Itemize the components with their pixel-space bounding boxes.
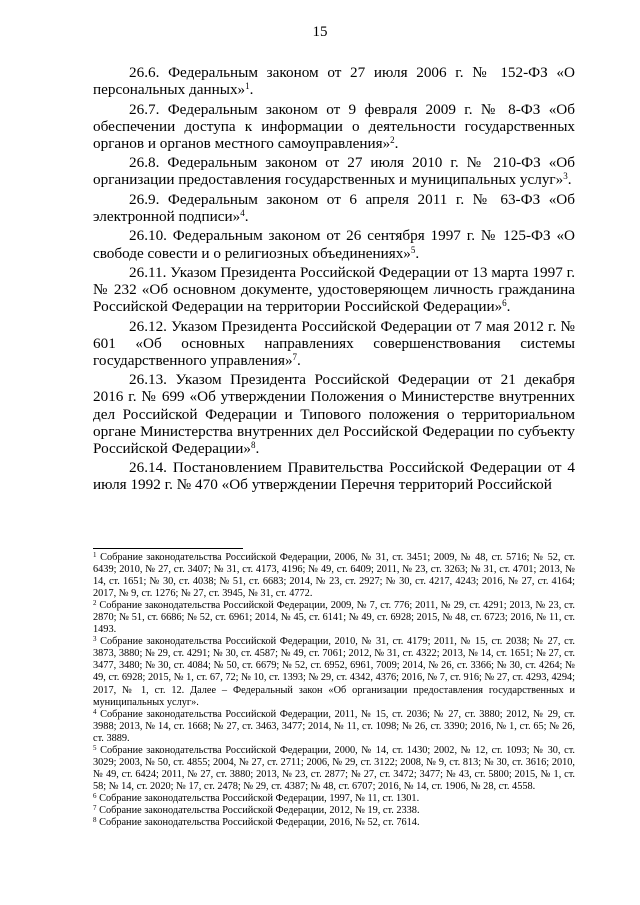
footnote-ref[interactable]: 6 [502, 298, 507, 309]
footnote-ref[interactable]: 8 [250, 439, 256, 450]
list-item [93, 459, 575, 493]
footnote [93, 600, 575, 636]
list-item: 26.6. Федеральным законом от 27 июля 2006 г. № 152-ФЗ «О персональных данных»$^1$. [93, 64, 575, 99]
footnote-mark: 2 [93, 599, 97, 608]
footnote-mark: 3 [93, 635, 97, 644]
item-text: Федеральным законом от 9 февраля 2009 г. № 8-ФЗ «Об обеспечении доступа к информации о деятельности государственных органов и органов местного самоуправления» [93, 100, 576, 152]
item-number: 26.14. [129, 459, 167, 477]
footnote-mark: 7 [93, 803, 97, 812]
footnote-mark: 1 [93, 551, 97, 559]
footnote [93, 805, 575, 817]
footnote-text: Собрание законодательства Российской Федерации, 2000, № 14, ст. 1430; 2002, № 12, ст. 1093; № 30, ст. 3029; 2003, № 50, ст. 4855; 2004, № 27, ст. 2711; 2006, № 29, ст. 3122; 2008, № 9, ст. 813; № 30, ст. 3616; 2010, № 49, ст. 6424; 2011, № 27, ст. 3880; 2013, № 23, ст. 2877; № 27, ст. 3472; 3477; № 43, ст. 5800; 2015, № 1, ст. 58; № 14, ст. 2020; № 17, ст. 2478; № 29, ст. 4387; № 48, ст. 6707; 2016, № 14, ст. 1906, № 28, ст. 4558. [93, 744, 575, 792]
footnote-mark: 6 [93, 791, 97, 800]
document-body [93, 64, 575, 496]
footnote-ref[interactable]: 4 [240, 207, 245, 218]
footnote [93, 709, 575, 745]
footnote [93, 817, 575, 829]
list-item: 26.11. Указом Президента Российской Федерации от 13 марта 1997 г. № 232 «Об основном документе, удостоверяющем личность гражданина Российской Федерации на территории Российской Федерации»$^6$. [93, 263, 575, 316]
footnote-mark: 8 [93, 816, 97, 825]
footnote-text: Собрание законодательства Российской Федерации, 1997, № 11, ст. 1301. [99, 792, 420, 804]
footnote-mark: 5 [93, 743, 97, 752]
footnote-text: Собрание законодательства Российской Федерации, 2011, № 15, ст. 2036; № 27, ст. 3880; 2012, № 29, ст. 3988; 2013, № 14, ст. 1668; № 27, ст. 3463, 3477; 2014, № 11, ст. 1098; № 26, ст. 3390; 2016, № 1, ст. 65; № 26, ст. 3889. [93, 708, 575, 744]
item-number: 26.8. [129, 154, 160, 172]
footnotes [93, 552, 575, 829]
list-item: 26.12. Указом Президента Российской Федерации от 7 мая 2012 г. № 601 «Об основных направлениях совершенствования системы государственного управления»$^7$. [93, 317, 576, 369]
footnote [93, 552, 575, 600]
footnote-mark: 4 [93, 707, 97, 716]
list-item: 26.9. Федеральным законом от 6 апреля 2011 г. № 63-ФЗ «Об электронной подписи»$^4$. [93, 190, 576, 225]
footnote [93, 793, 575, 805]
item-text: Указом Президента Российской Федерации от 7 мая 2012 г. № 601 «Об основных направлениях совершенствования системы государственного управления» [93, 317, 576, 369]
list-item: 26.8. Федеральным законом от 27 июля 2010 г. № 210-ФЗ «Об организации предоставления государственных и муниципальных услуг»$^3$. [93, 154, 576, 189]
item-number: 26.9. [129, 190, 160, 208]
footnote-text: Собрание законодательства Российской Федерации, 2009, № 7, ст. 776; 2011, № 29, ст. 4291; 2013, № 23, ст. 2870; № 51, ст. 6686; № 52, ст. 6961; 2014, № 45, ст. 6141; № 49, ст. 6928; 2015, № 48, ст. 6723; 2016, № 11, ст. 1493. [93, 600, 575, 636]
footnote-separator [93, 548, 243, 549]
footnote [93, 636, 575, 708]
page-number: 15 [312, 24, 328, 40]
item-text: Постановлением Правительства Российской Федерации от 4 июля 1992 г. № 470 «Об утверждении Перечня территорий Российской [93, 459, 576, 494]
item-number: 26.11. [129, 263, 167, 281]
item-number: 26.12. [129, 317, 167, 335]
item-number: 26.6. [129, 64, 160, 81]
item-number: 26.7. [129, 100, 160, 118]
list-item: 26.7. Федеральным законом от 9 февраля 2009 г. № 8-ФЗ «Об обеспечении доступа к информации о деятельности государственных органов и органов местного самоуправления»$^2$. [93, 100, 576, 152]
footnote-text: Собрание законодательства Российской Федерации, 2010, № 31, ст. 4179; 2011, № 15, ст. 2038; № 27, ст. 3873, 3880; № 29, ст. 4291; № 30, ст. 4587; № 49, ст. 7061; 2012, № 31, ст. 4322; 2013, № 14, ст. 1651; № 27, ст. 3477, 3480; № 30, ст. 4084; № 50, ст. 6679; № 52, ст. 6952, 6961, 7009; 2014, № 26, ст. 3366; № 30, ст. 4264; № 49, ст. 6928; 2015, № 1, ст. 67, 72; № 10, ст. 1393; № 29, ст. 4342, 4376; 2016, № 7, ст. 916; № 27, ст. 4293, 4294; 2017, № 1, ст. 12. Далее – Федеральный закон «Об организации предоставления государственных и муниципальных услуг». [93, 636, 575, 708]
list-item: 26.10. Федеральным законом от 26 сентября 1997 г. № 125-ФЗ «О свободе совести и о религиозных объединениях»$^5$. [93, 227, 576, 262]
footnote [93, 745, 575, 793]
item-text: Указом Президента Российской Федерации от 13 марта 1997 г. № 232 «Об основном документе, удостоверяющем личность гражданина Российской Федерации на территории Российской Федерации» [93, 263, 575, 316]
footnote-text: Собрание законодательства Российской Федерации, 2006, № 31, ст. 3451; 2009, № 48, ст. 5716; № 52, ст. 6439; 2010, № 27, ст. 3407; № 31, ст. 4173, 4196; № 49, ст. 6409; 2011, № 23, ст. 3263; № 31, ст. 4701; 2013, № 14, ст. 1651; № 30, ст. 4038; № 51, ст. 6683; 2014, № 23, ст. 2927; № 30, ст. 4217, 4243; 2016, № 27, ст. 4164; 2017, № 9, ст. 1276; № 27, ст. 3945, № 31, ст. 4772. [93, 552, 575, 600]
footnote-ref[interactable]: 7 [292, 351, 298, 362]
list-item: 26.13. Указом Президента Российской Федерации от 21 декабря 2016 г. № 699 «Об утверждении Положения о Министерстве внутренних дел Российской Федерации и Типового положения о территориальном органе Министерства внутренних дел Российской Федерации по субъекту Российской Федерации»$^8$. [93, 371, 575, 457]
item-text: Федеральным законом от 27 июля 2006 г. № 152-ФЗ «О персональных данных» [93, 64, 575, 99]
footnote-ref[interactable]: 2 [390, 134, 395, 145]
item-number: 26.13. [129, 371, 167, 389]
item-text: Федеральным законом от 6 апреля 2011 г. № 63-ФЗ «Об электронной подписи» [93, 190, 576, 225]
item-number: 26.10. [129, 227, 167, 245]
item-text: Федеральным законом от 26 сентября 1997 г. № 125-ФЗ «О свободе совести и о религиозных объединениях» [93, 227, 576, 262]
footnote-ref[interactable]: 5 [410, 244, 416, 255]
footnote-text: Собрание законодательства Российской Федерации, 2016, № 52, ст. 7614. [99, 817, 420, 829]
item-text: Указом Президента Российской Федерации от 21 декабря 2016 г. № 699 «Об утверждении Положения о Министерстве внутренних дел Российской Федерации и Типового положения о территориальном органе Министерства внутренних дел Российской Федерации по субъекту Российской Федерации» [93, 371, 575, 457]
footnote-ref[interactable]: 3 [563, 171, 568, 182]
footnote-text: Собрание законодательства Российской Федерации, 2012, № 19, ст. 2338. [99, 804, 420, 816]
footnote-ref[interactable]: 1 [245, 81, 250, 92]
item-text: Федеральным законом от 27 июля 2010 г. № 210-ФЗ «Об организации предоставления государственных и муниципальных услуг» [93, 154, 576, 189]
